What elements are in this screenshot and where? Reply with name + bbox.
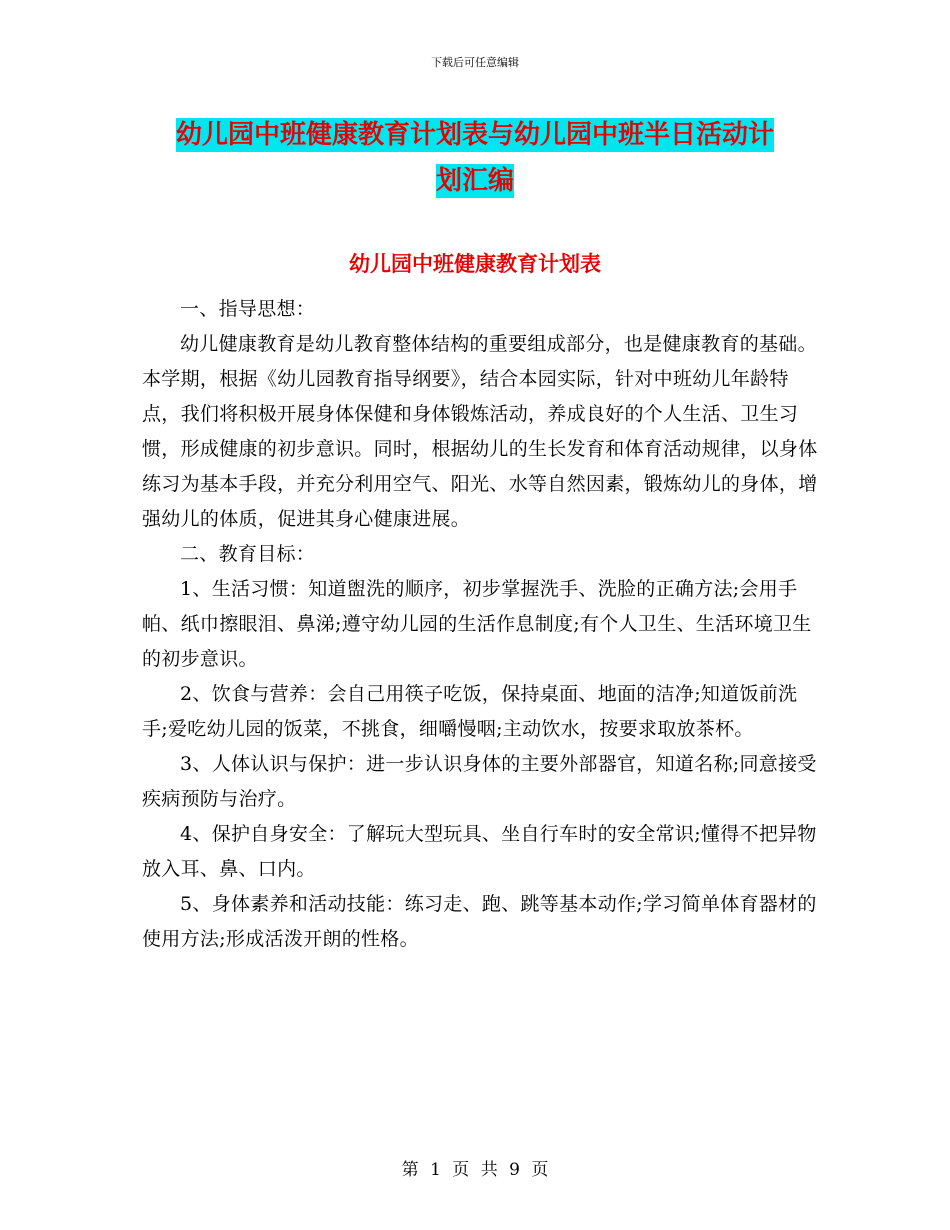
goal-item-3: 3、人体认识与保护：进一步认识身体的主要外部器官，知道名称;同意接受疾病预防与治疗。 (142, 753, 817, 810)
goal-item-2: 2、饮食与营养：会自己用筷子吃饭，保持桌面、地面的洁净;知道饭前洗手;爱吃幼儿园的饭菜，不挑食，细嚼慢咽;主动饮水，按要求取放茶杯。 (142, 683, 798, 740)
body-text (142, 292, 822, 957)
heading-education-goals: 二、教育目标： (180, 543, 316, 565)
document-title-line-2: 划汇编 (435, 166, 514, 196)
paragraph-guiding-idea: 幼儿健康教育是幼儿教育整体结构的重要组成部分，也是健康教育的基础。本学期，根据《幼儿园教育指导纲要》，结合本园实际，针对中班幼儿年龄特点，我们将积极开展身体保健和身体锻炼活动，养成良好的个人生活、卫生习惯，形成健康的初步意识。同时，根据幼儿的生长发育和体育活动规律，以身体练习为基本手段，并充分利用空气、阳光、水等自然因素，锻炼幼儿的身体，增强幼儿的体质，促进其身心健康进展。 (142, 333, 818, 530)
document-title-line-1: 幼儿园中班健康教育计划表与幼儿园中班半日活动计 (175, 120, 774, 150)
goal-item-1: 1、生活习惯：知道盥洗的顺序，初步掌握洗手、洗脸的正确方法;会用手帕、纸巾擦眼泪、鼻涕;遵守幼儿园的生活作息制度;有个人卫生、生活环境卫生的初步意识。 (142, 578, 812, 670)
page-number-footer: 第 1 页 共 9 页 (401, 1160, 549, 1180)
heading-guiding-idea: 一、指导思想： (180, 298, 316, 320)
goal-item-4: 4、保护自身安全：了解玩大型玩具、坐自行车时的安全常识;懂得不把异物放入耳、鼻、口内。 (142, 823, 817, 880)
goal-item-5: 5、身体素养和活动技能：练习走、跑、跳等基本动作;学习简单体育器材的使用方法;形成活泼开朗的性格。 (142, 893, 817, 950)
section-title: 幼儿园中班健康教育计划表 (349, 252, 601, 276)
header-note: 下载后可任意编辑 (431, 56, 519, 69)
document-title (140, 112, 810, 204)
